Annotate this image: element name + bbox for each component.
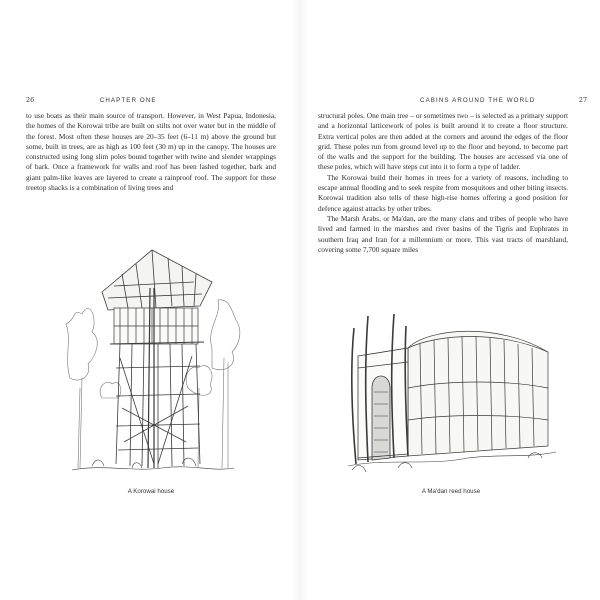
korowai-house-drawing bbox=[62, 228, 242, 478]
right-paragraph-1: structural poles. One main tree – or sometimes two – is selected as a primary support and a horizontal latticework of poles is built around it to create a floor structure. Extra vertical poles are then added at the corners and around the edges of the floor grid. These poles run from ground level up to the floor and beyond, to become part of the walls and the support for the building. The houses are accessed via one of these poles, which will have steps cut into it to form a type of ladder. bbox=[318, 111, 568, 172]
madan-reed-house-drawing bbox=[348, 308, 558, 480]
right-paragraph-3: The Marsh Arabs, or Ma'dan, are the many clans and tribes of people who have lived and farmed in the marshes and river basins of the Tigris and Euphrates in southern Iraq and Iran for a millennium or more. This vast tracts of marshland, covering some 7,700 square miles bbox=[318, 213, 568, 254]
right-page-number: 27 bbox=[578, 96, 588, 104]
right-running-head bbox=[420, 96, 587, 104]
left-figure-caption: A Korowai house bbox=[127, 488, 175, 495]
left-body-text bbox=[26, 111, 276, 193]
madan-reed-house-illustration bbox=[348, 308, 558, 480]
left-chapter-title: CHAPTER ONE bbox=[99, 97, 157, 104]
left-running-head bbox=[26, 96, 157, 104]
right-figure-caption: A Ma'dan reed house bbox=[421, 488, 481, 495]
left-paragraph-1: to use boats as their main source of transport. However, in West Papua, Indonesia, the homes of the Korowai tribe are built on stilts not over water but in the middle of the forest. Most often these houses are 20–35 feet (6–11 m) above the ground but some, built in trees, are as high as 100 feet (30 m) up in the canopy. The houses are constructed using long slim poles bound together with twine and slender wrappings of bark. Once a framework for walls and roof has been lashed together, bark and giant palm-like leaves are layered to create a rainproof roof. The support for these treetop shacks is a combination of living trees and bbox=[26, 111, 276, 193]
right-page bbox=[300, 0, 600, 600]
left-page-number: 26 bbox=[26, 96, 35, 104]
right-paragraph-2: The Korowai build their homes in trees for a variety of reasons, including to escape annual flooding and to seek respite from mosquitoes and other biting insects. Korowai tradition also tells of these high-rise homes offering a good position for defence against attacks by other tribes. bbox=[318, 172, 568, 213]
right-body-text bbox=[318, 111, 568, 255]
korowai-house-illustration bbox=[62, 228, 242, 478]
right-chapter-title: CABINS AROUND THE WORLD bbox=[420, 97, 536, 104]
